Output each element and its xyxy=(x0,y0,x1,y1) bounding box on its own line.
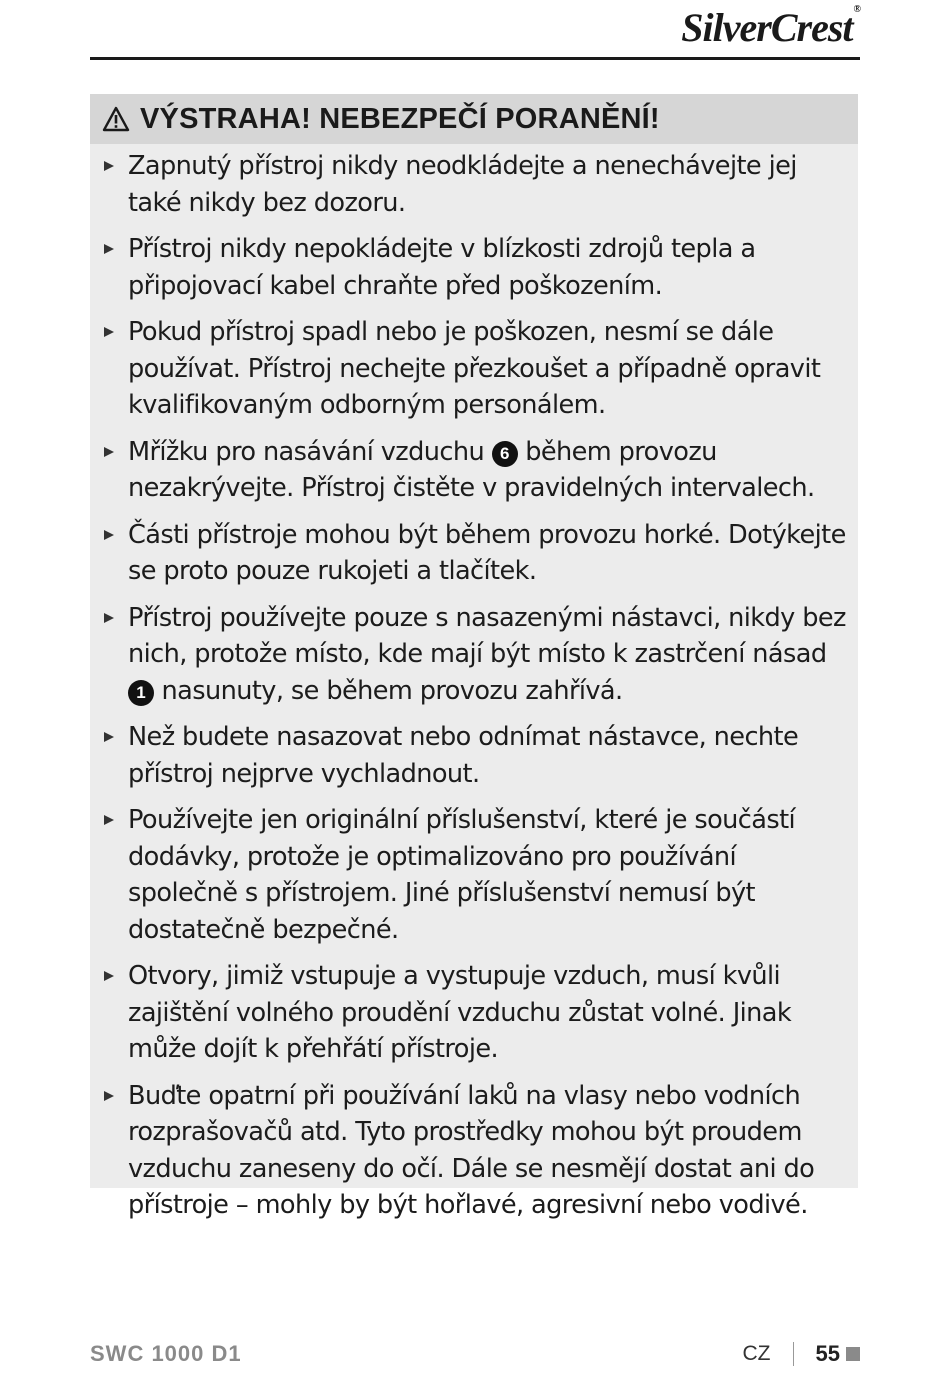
warning-box xyxy=(90,94,858,1220)
bullet-arrow-icon xyxy=(104,1091,114,1101)
bullet-arrow-icon xyxy=(104,530,114,540)
bullet-arrow-icon xyxy=(104,815,114,825)
footer-model: SWC 1000 D1 xyxy=(90,1341,242,1366)
warning-item: Části přístroje mohou být během provozu horké. Dotýkejte se proto pouze rukojeti a tlačítek. xyxy=(90,517,848,590)
part-number-badge: 1 xyxy=(128,680,154,706)
footer-page-info xyxy=(743,1341,860,1367)
footer-language: CZ xyxy=(742,1342,771,1365)
warning-item: Přístroj používejte pouze s nasazenými nástavci, nikdy bez nich, protože místo, kde mají být místo k zastrčení násad 1 nasunuty, se během provozu zahřívá. xyxy=(90,600,848,710)
warning-item: Přístroj nikdy nepokládejte v blízkosti zdrojů tepla a připojovací kabel chraňte před poškozením. xyxy=(90,231,848,304)
page-header xyxy=(90,0,860,60)
bullet-arrow-icon xyxy=(104,244,114,254)
warning-item: Buďte opatrní při používání laků na vlasy nebo vodních rozprašovačů atd. Tyto prostředky mohou být proudem vzduchu zaneseny do očí. Dále se nesmějí dostat ani do přístroje – mohly by být hořlavé, agresivní nebo vodivé. xyxy=(90,1078,848,1224)
warning-triangle-icon xyxy=(102,106,130,132)
bullet-arrow-icon xyxy=(104,447,114,457)
bullet-arrow-icon xyxy=(104,161,114,171)
square-marker-icon xyxy=(846,1347,860,1361)
bullet-arrow-icon xyxy=(104,327,114,337)
warning-header xyxy=(90,94,858,144)
warning-item: Mřížku pro nasávání vzduchu 6 během provozu nezakrývejte. Přístroj čistěte v pravidelných intervalech. xyxy=(90,434,848,507)
header-divider xyxy=(90,57,860,60)
warning-item: Používejte jen originální příslušenství, které je součástí dodávky, protože je optimalizováno pro používání společně s přístrojem. Jiné příslušenství nemusí být dostatečně bezpečné. xyxy=(90,802,848,948)
warning-item: Otvory, jimiž vstupuje a vystupuje vzduch, musí kvůli zajištění volného proudění vzduchu zůstat volné. Jinak může dojít k přehřátí přístroje. xyxy=(90,958,848,1068)
warning-list xyxy=(90,144,858,1224)
footer-divider xyxy=(793,1342,794,1366)
part-number-badge: 6 xyxy=(492,441,518,467)
warning-title: VÝSTRAHA! NEBEZPEČÍ PORANĚNÍ! xyxy=(140,102,660,135)
brand-logo: SilverCrest® xyxy=(681,4,860,50)
bullet-arrow-icon xyxy=(104,732,114,742)
warning-item: Pokud přístroj spadl nebo je poškozen, nesmí se dále používat. Přístroj nechejte přezkoušet a případně opravit kvalifikovaným odborným personálem. xyxy=(90,314,848,424)
warning-item: Zapnutý přístroj nikdy neodkládejte a nenechávejte jej také nikdy bez dozoru. xyxy=(90,148,848,221)
bullet-arrow-icon xyxy=(104,971,114,981)
warning-item: Než budete nasazovat nebo odnímat nástavce, nechte přístroj nejprve vychladnout. xyxy=(90,719,848,792)
page-number: 55 xyxy=(815,1341,840,1366)
bullet-arrow-icon xyxy=(104,613,114,623)
